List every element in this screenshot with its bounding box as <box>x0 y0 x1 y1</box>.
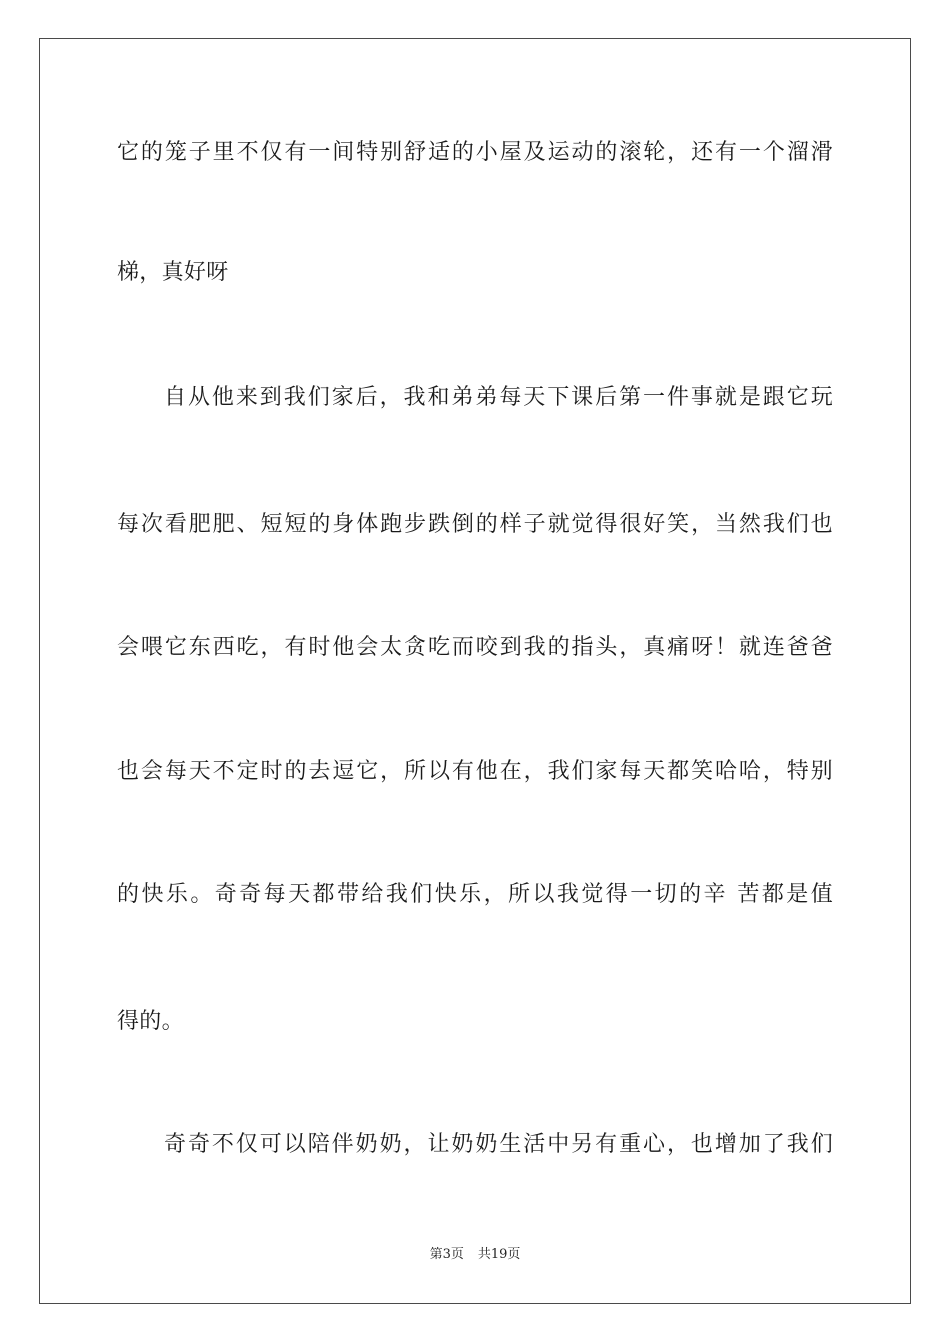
text-line-9: 奇奇不仅可以陪伴奶奶，让奶奶生活中另有重心，也增加了我们 <box>164 1132 833 1157</box>
text-line-8: 得的。 <box>117 1009 184 1034</box>
text-line-5: 会喂它东西吃，有时他会太贪吃而咬到我的指头，真痛呀！就连爸爸 <box>117 635 833 660</box>
page-total: 共19页 <box>477 1247 521 1262</box>
text-line-7: 的快乐。奇奇每天都带给我们快乐，所以我觉得一切的辛 苦都是值 <box>117 882 833 907</box>
page-footer <box>0 1246 950 1264</box>
text-line-3: 自从他来到我们家后，我和弟弟每天下课后第一件事就是跟它玩 <box>164 385 833 410</box>
text-line-2: 梯，真好呀 <box>117 260 229 285</box>
page-number: 第3页 <box>429 1247 464 1262</box>
text-line-6: 也会每天不定时的去逗它，所以有他在，我们家每天都笑哈哈，特别 <box>117 759 833 784</box>
text-line-1: 它的笼子里不仅有一间特别舒适的小屋及运动的滚轮，还有一个溜滑 <box>117 140 833 165</box>
page-frame <box>39 38 911 1304</box>
text-line-4: 每次看肥肥、短短的身体跑步跌倒的样子就觉得很好笑，当然我们也 <box>117 512 833 537</box>
